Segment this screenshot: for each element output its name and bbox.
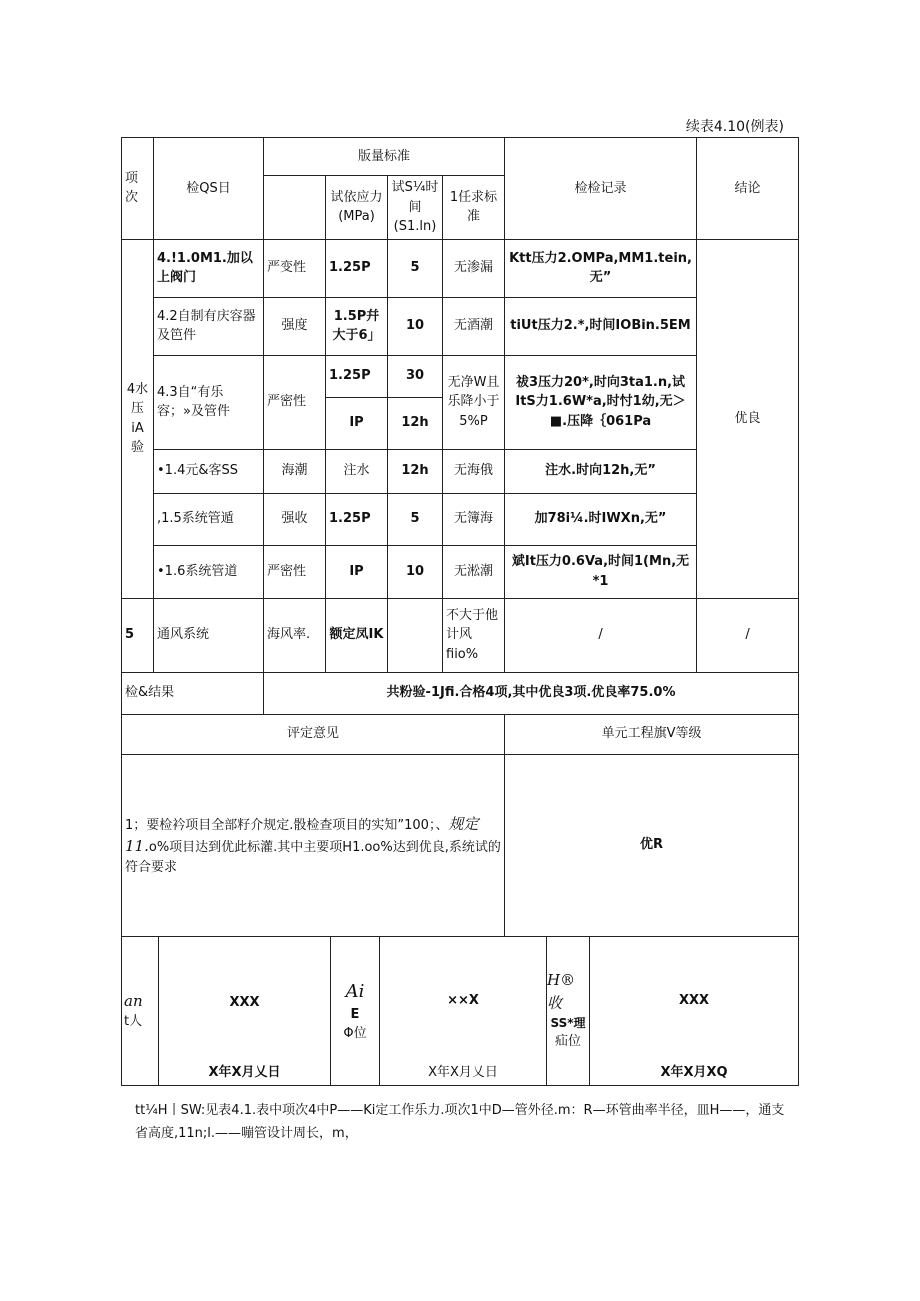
- sig1-label: [122, 937, 159, 1085]
- row2-cat: 强度: [264, 297, 326, 355]
- header-pressure: 试依应力(MPa): [326, 176, 388, 240]
- signature-row: [122, 936, 799, 1085]
- row3-pressure: 1.25P: [326, 355, 388, 397]
- row5-item: ,1.5系统管遁: [154, 493, 264, 545]
- sig3-name: XXX: [678, 992, 710, 1008]
- sig3-date: X年X月XQ: [660, 1064, 728, 1080]
- row6-time: 10: [388, 545, 443, 598]
- row3b-time: 12h: [388, 397, 443, 449]
- row5-req: 无簿海: [443, 493, 505, 545]
- sig1-name: XXX: [229, 994, 260, 1010]
- group5-seq: 5: [122, 598, 154, 672]
- group5-record: /: [505, 598, 697, 672]
- table-caption: 续表4.10(例表): [685, 119, 784, 135]
- row5-record: 加78i¼.时IWXn,无”: [505, 493, 697, 545]
- sig3-label-mid: SS*理: [550, 1016, 586, 1031]
- signature-block: [122, 937, 798, 1085]
- row2-time: 10: [388, 297, 443, 355]
- row4-record: 注水.时向12h,无”: [505, 449, 697, 493]
- opinion-text-b: 规定: [448, 814, 479, 833]
- row3b-pressure: IP: [326, 397, 388, 449]
- grade-label: 单元工程旗V等级: [505, 714, 799, 754]
- group4-conclusion: 优良: [697, 239, 799, 598]
- header-item: 检QS日: [154, 138, 264, 240]
- sig2-box: [380, 937, 547, 1085]
- sig1-label-top: an: [124, 991, 143, 1010]
- header-blank: [264, 176, 326, 240]
- row1-time: 5: [388, 239, 443, 297]
- header-conclusion: 结论: [697, 138, 799, 240]
- grade-value: 优R: [505, 754, 799, 936]
- row3-item: 4.3自“有乐容；»及管件: [154, 355, 264, 449]
- group5-item: 通风系统: [154, 598, 264, 672]
- header-record: 检检记录: [505, 138, 697, 240]
- row6-cat: 严密性: [264, 545, 326, 598]
- opinion-label: 评定意见: [122, 714, 505, 754]
- sig2-label-mid: E: [350, 1006, 360, 1022]
- group5-pressure: 额定凤IK: [326, 598, 388, 672]
- header-time: 试S¼时间(S1.ln): [388, 176, 443, 240]
- row6-pressure: IP: [326, 545, 388, 598]
- row6-record: 斌It压力0.6Va,时间1(Mn,无*1: [505, 545, 697, 598]
- row1-pressure: 1.25P: [326, 239, 388, 297]
- sig3-label: [547, 937, 590, 1085]
- row2-req: 无酒潮: [443, 297, 505, 355]
- row4-req: 无海俄: [443, 449, 505, 493]
- header-quality-standard: 版量标准: [264, 138, 505, 176]
- sig3-box: [590, 937, 798, 1085]
- result-text: 共粉验-1Jfi.合格4项,其中优良3项.优良率75.0%: [264, 672, 799, 714]
- row4-cat: 海潮: [264, 449, 326, 493]
- row1-cat: 严变性: [264, 239, 326, 297]
- group5-conclusion: /: [697, 598, 799, 672]
- sig2-label: [331, 937, 380, 1085]
- row2-pressure: 1.5P幷大于6」: [326, 297, 388, 355]
- sig2-name: ××X: [447, 992, 479, 1008]
- result-label: 检&结果: [122, 672, 264, 714]
- row4-time: 12h: [388, 449, 443, 493]
- opinion-text-a: 1；要检衿项目全部籽介规定.骰检查项目的实知”100；、: [125, 817, 449, 833]
- sig3-label-top: H®收: [547, 971, 576, 1012]
- row3-req: 无净W且乐降小于5%P: [443, 355, 505, 449]
- group5-time: [388, 598, 443, 672]
- row1-record: Ktt压力2.OMPa,MM1.tein,无”: [505, 239, 697, 297]
- row5-pressure: 1.25P: [326, 493, 388, 545]
- group5-cat: 海风率.: [264, 598, 326, 672]
- row1-req: 无渗漏: [443, 239, 505, 297]
- row4-pressure: 注水: [326, 449, 388, 493]
- opinion-text: [122, 754, 505, 936]
- row3-time: 30: [388, 355, 443, 397]
- group5-req: 不大于他计风fiio%: [443, 598, 505, 672]
- row5-cat: 强收: [264, 493, 326, 545]
- row1-item: 4.!1.0M1.加以上阀门: [154, 239, 264, 297]
- sig1-label-bottom: t人: [124, 1014, 143, 1029]
- row3-cat: 严密性: [264, 355, 326, 449]
- group4-seq: 4水压iA验: [122, 239, 154, 598]
- header-seq: 项次: [122, 138, 154, 240]
- header-requirement: 1任求标准: [443, 176, 505, 240]
- row4-item: •1.4元&客SS: [154, 449, 264, 493]
- row2-record: tiUt压力2.*,时间IOBin.5EM: [505, 297, 697, 355]
- row3-record: 祓3压力20*,时向3ta1.n,试ItS力1.6W*a,时忖1幼,无＞■.压降｛061Pa: [505, 355, 697, 449]
- sig1-box: [159, 937, 331, 1085]
- sig2-label-top: Ai: [345, 980, 365, 1002]
- footnote: tt¼H丨SW:见表4.1.表中项次4中P——Ki定工作乐力.项次1中D—管外径.m：R—环管曲率半径，皿H——，通支省高度,11n;l.——嘣管设计周长，m，: [135, 1103, 785, 1141]
- row5-time: 5: [388, 493, 443, 545]
- sig2-label-bottom: Φ位: [343, 1026, 367, 1041]
- sig2-date: X年X月乂日: [428, 1064, 498, 1080]
- inspection-table: [121, 137, 799, 1086]
- row6-req: 无淞潮: [443, 545, 505, 598]
- opinion-text-d: o%项目达到优此标灌.其中主要项H1.oo%达到优良,系统试的符合要求: [125, 840, 501, 875]
- row2-item: 4.2自制有庆容器及笆件: [154, 297, 264, 355]
- opinion-text-c: 11.: [125, 837, 149, 856]
- sig1-date: X年X月乂日: [208, 1064, 281, 1080]
- sig3-label-bottom: 疝位: [554, 1034, 581, 1050]
- row6-item: •1.6系统管道: [154, 545, 264, 598]
